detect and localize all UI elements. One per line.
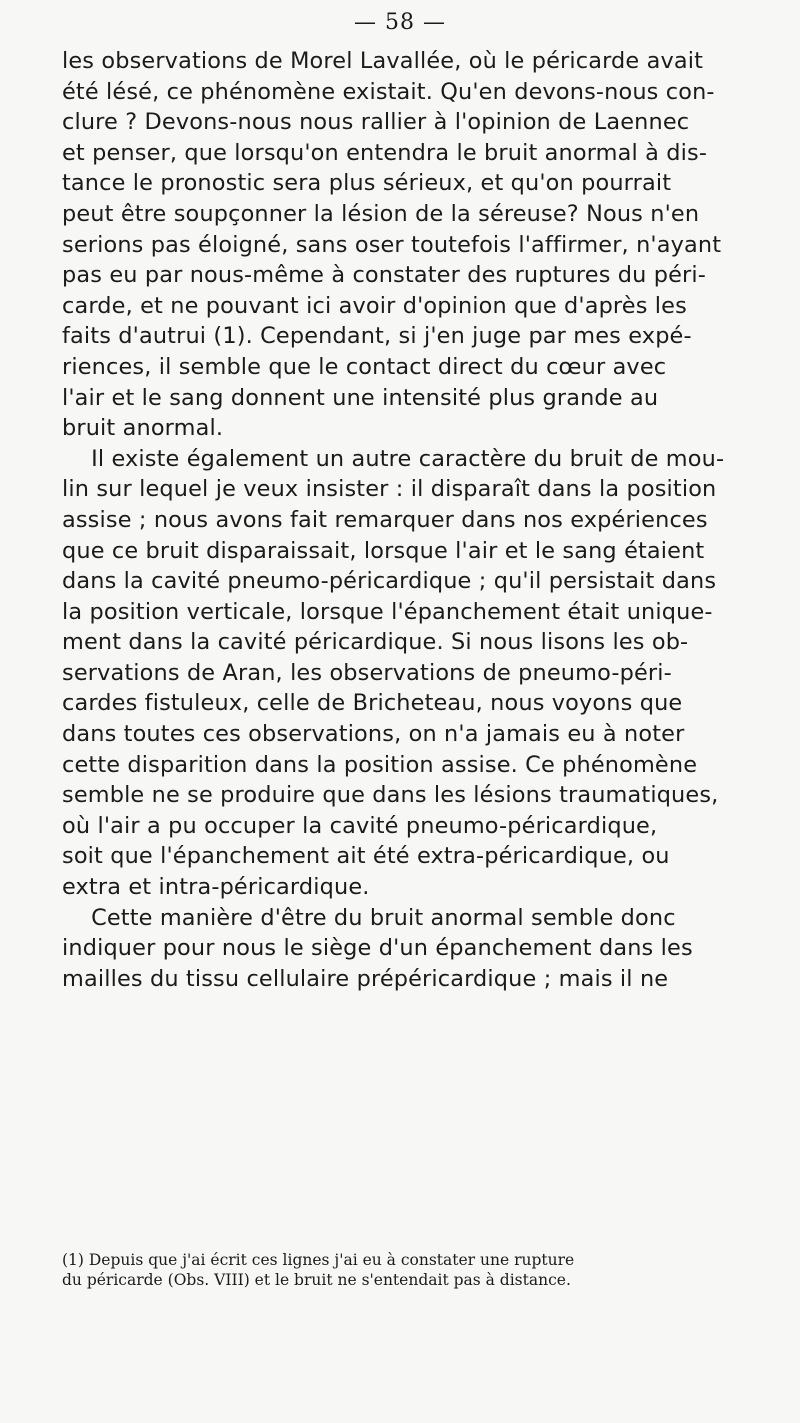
main-text: les observations de Morel Lavallée, où le péricarde avait été lésé, ce phénomène existait. Qu'en devons-nous con- clure ? Devons-nous nous rallier à l'opinion de Laennec et penser, que lorsqu'on entendra le bruit anormal à dis- tance le pronostic sera plus sérieux, et qu'on pourrait peut être soupçonner la lésion de la séreuse? Nous n'en serions pas éloigné, sans oser toutefois l'affirmer, n'ayant pas eu par nous-même à constater des ruptures du péri- carde, et ne pouvant ici avoir d'opinion que d'après les faits d'autrui (1). Cependant, si j'en juge par mes expé- riences, il semble que le contact direct du cœur avec l'air et le sang donnent une intensité plus grande au bruit anormal. Il existe également un autre caractère du bruit de mou- lin sur lequel je veux insister : il disparaît dans la position assise ; nous avons fait remarquer dans nos expériences que ce bruit disparaissait, lorsque l'air et le sang étaient dans la cavité pneumo-péricardique ; qu'il persistait dans la position verticale, lorsque l'épanchement était unique- ment dans la cavité péricardique. Si nous lisons les ob- servations de Aran, les observations de pneumo-péri- cardes fistuleux, celle de Bricheteau, nous voyons que dans toutes ces observations, on n'a jamais eu à noter cette disparition dans la position assise. Ce phénomène semble ne se produire que dans les lésions traumatiques, où l'air a pu occuper la cavité pneumo-péricardique, soit que l'épanchement ait été extra-péricardique, ou extra et intra-péricardique. Cette manière d'être du bruit anormal semble donc indiquer pour nous le siège d'un épanchement dans les mailles du tissu cellulaire prépéricardique ; mais il ne (62, 48, 725, 992)
page-number: — 58 — (354, 10, 446, 35)
footnote: (1) Depuis que j'ai écrit ces lignes j'ai eu à constater une rupture du péricarde (Obs. VIII) et le bruit ne s'entendait pas à distance. (62, 1251, 575, 1289)
